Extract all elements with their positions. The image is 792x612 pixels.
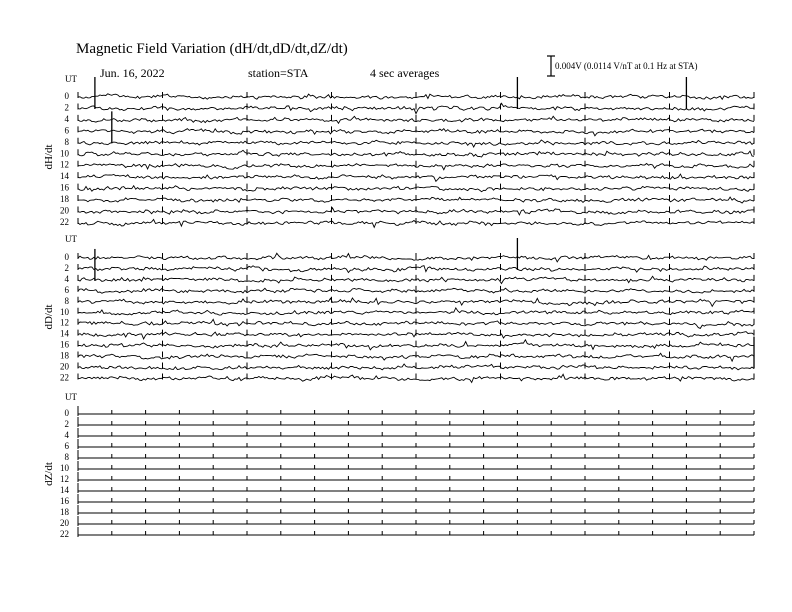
row-label: 18 xyxy=(60,350,69,361)
row-label: 0 xyxy=(64,91,69,101)
trace-row xyxy=(78,363,754,370)
chart-title: Magnetic Field Variation (dH/dt,dD/dt,dZ/dt) xyxy=(76,41,348,57)
trace-row xyxy=(78,195,754,203)
date-label: Jun. 16, 2022 xyxy=(100,66,165,80)
averaging-label: 4 sec averages xyxy=(370,66,440,80)
trace-row xyxy=(78,505,754,515)
trace-row xyxy=(78,406,754,416)
panel-dZ-dt xyxy=(43,392,754,539)
row-label: 4 xyxy=(64,430,69,440)
trace-row xyxy=(78,516,754,526)
trace-row xyxy=(78,527,754,537)
station-label: station=STA xyxy=(248,66,309,80)
component-label: dZ/dt xyxy=(43,462,55,486)
trace-row xyxy=(78,218,754,227)
row-label: 20 xyxy=(60,205,69,216)
trace-row xyxy=(78,417,754,427)
trace-row xyxy=(78,297,754,307)
trace-row xyxy=(78,172,754,181)
panel-dD-dt xyxy=(43,234,754,382)
panel-dH-dt xyxy=(43,74,754,227)
row-label: 16 xyxy=(60,339,69,350)
ut-label: UT xyxy=(65,74,77,84)
component-label: dH/dt xyxy=(43,144,55,170)
trace-row xyxy=(78,472,754,482)
trace-row xyxy=(78,286,754,293)
row-label: 10 xyxy=(60,148,69,159)
row-label: 2 xyxy=(64,102,69,113)
trace-row xyxy=(78,184,754,192)
trace-row xyxy=(78,115,754,123)
row-label: 6 xyxy=(64,125,69,136)
row-label: 2 xyxy=(64,262,69,273)
trace-row xyxy=(78,428,754,438)
row-label: 10 xyxy=(60,463,69,473)
row-label: 10 xyxy=(60,306,69,317)
trace-row xyxy=(78,439,754,449)
trace-row xyxy=(78,92,754,99)
trace-row xyxy=(78,450,754,460)
row-label: 8 xyxy=(64,452,69,462)
row-label: 20 xyxy=(60,518,69,528)
component-label: dD/dt xyxy=(43,304,55,330)
row-label: 12 xyxy=(60,159,69,170)
ut-label: UT xyxy=(65,392,77,402)
trace-row xyxy=(78,373,754,382)
trace-row xyxy=(78,352,754,362)
trace-row xyxy=(78,483,754,493)
trace-row xyxy=(78,461,754,471)
trace-row xyxy=(78,494,754,504)
row-label: 16 xyxy=(60,182,69,193)
row-label: 6 xyxy=(64,284,69,295)
trace-row xyxy=(78,275,754,284)
row-label: 4 xyxy=(64,113,69,124)
trace-row xyxy=(78,207,754,215)
row-label: 16 xyxy=(60,496,69,506)
row-label: 20 xyxy=(60,361,69,372)
row-label: 12 xyxy=(60,474,69,484)
row-label: 8 xyxy=(64,295,69,306)
trace-row xyxy=(78,253,754,262)
row-label: 22 xyxy=(60,372,69,383)
row-label: 0 xyxy=(64,252,69,262)
row-label: 2 xyxy=(64,419,69,429)
trace-row xyxy=(78,340,754,350)
trace-row xyxy=(78,103,754,113)
scale-bar xyxy=(547,56,555,76)
trace-row xyxy=(78,138,754,147)
trace-row xyxy=(78,264,754,273)
row-label: 6 xyxy=(64,441,69,451)
trace-row xyxy=(78,319,754,329)
trace-row xyxy=(78,161,754,170)
row-label: 22 xyxy=(60,529,69,539)
trace-row xyxy=(78,126,754,135)
trace-row xyxy=(78,330,754,339)
row-label: 4 xyxy=(64,273,69,284)
row-label: 12 xyxy=(60,317,69,328)
trace-row xyxy=(78,308,754,315)
row-label: 18 xyxy=(60,507,69,517)
trace-row xyxy=(78,149,754,157)
row-label: 14 xyxy=(60,171,69,182)
row-label: 14 xyxy=(60,328,69,339)
row-label: 8 xyxy=(64,136,69,147)
row-label: 0 xyxy=(64,408,69,418)
row-label: 22 xyxy=(60,216,69,227)
row-label: 18 xyxy=(60,194,69,205)
row-label: 14 xyxy=(60,485,69,495)
ut-label: UT xyxy=(65,234,77,244)
scale-note: 0.004V (0.0114 V/nT at 0.1 Hz at STA) xyxy=(555,61,698,71)
